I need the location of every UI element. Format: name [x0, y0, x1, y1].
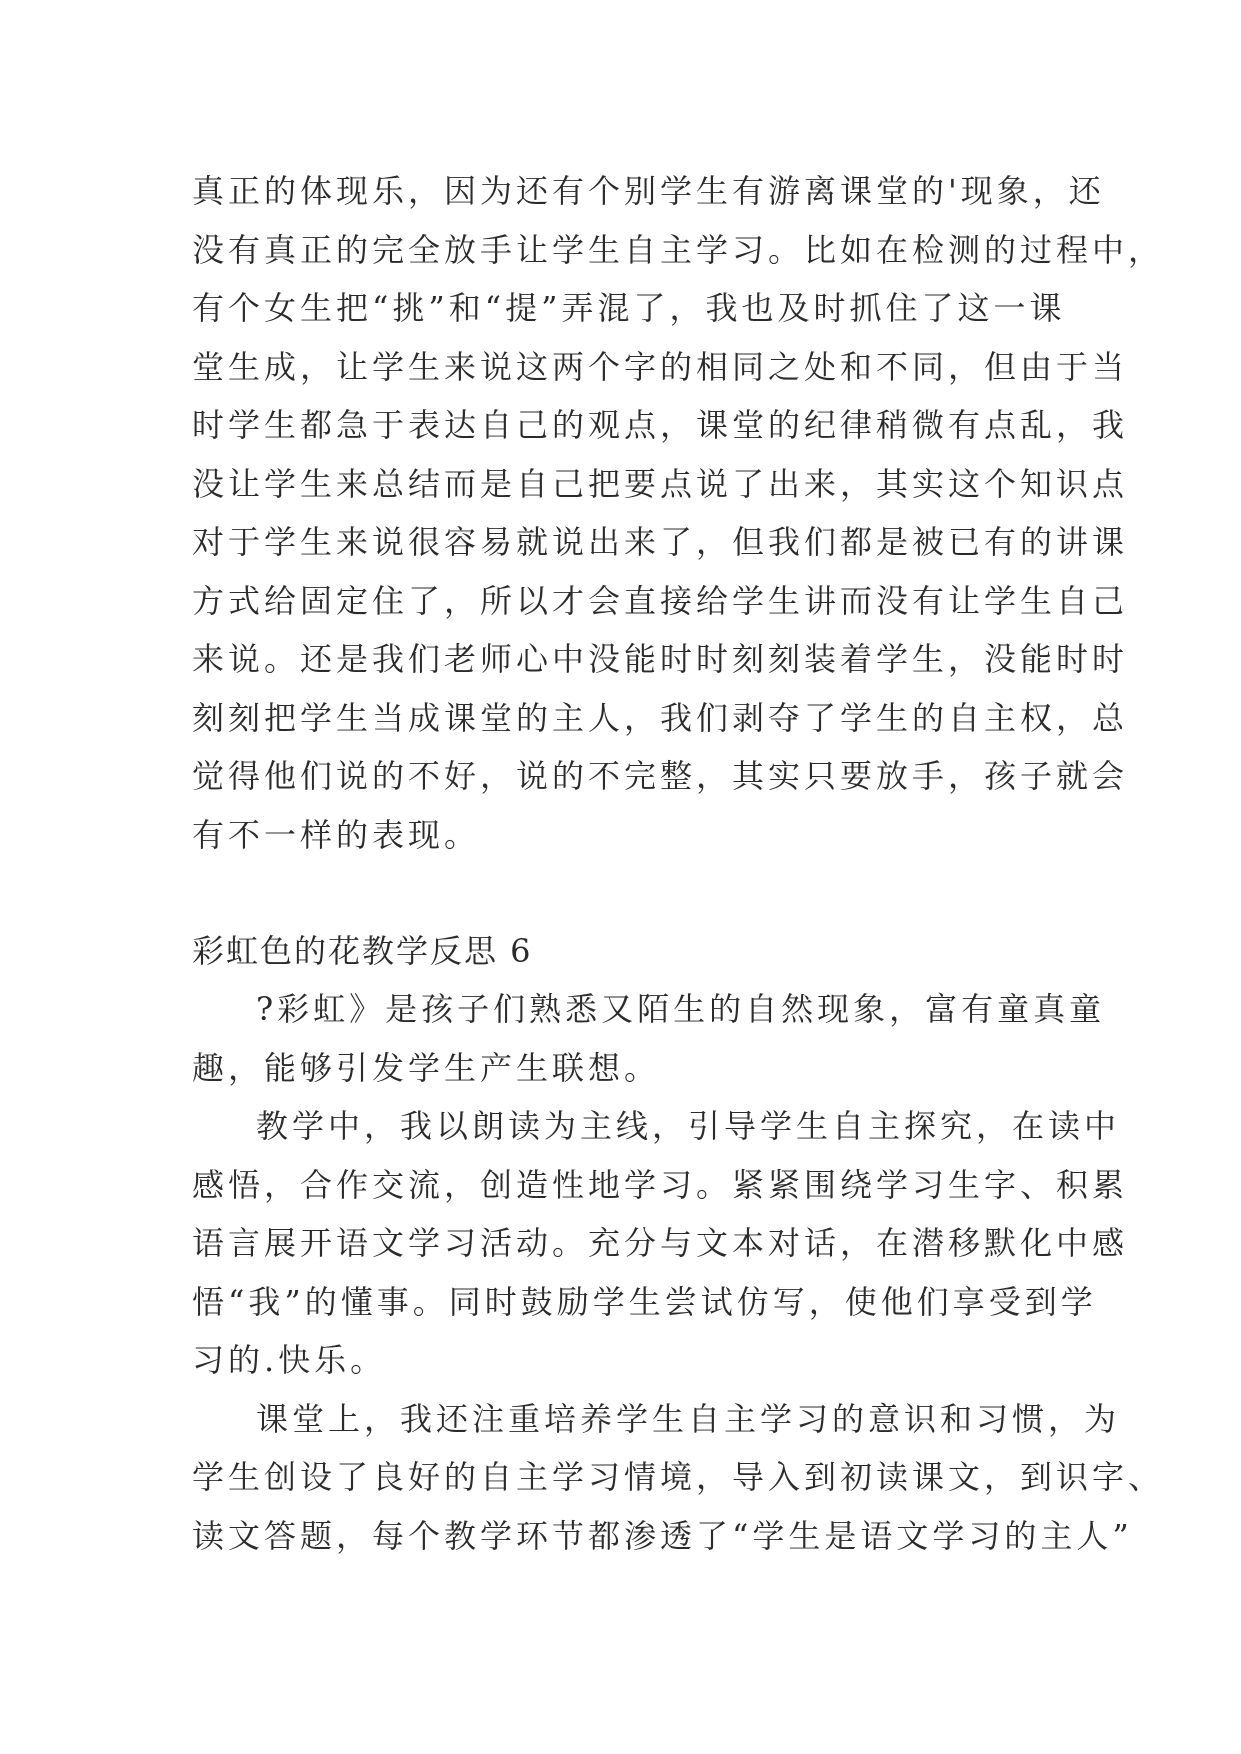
text-line: 对于学生来说很容易就说出来了，但我们都是被已有的讲课 [192, 523, 1129, 561]
text-line: 教学中，我以朗读为主线，引导学生自主探究，在读中 [256, 1107, 1121, 1145]
text-line: 学生创设了良好的自主学习情境，导入到初读课文，到识字、 [192, 1458, 1165, 1496]
text-line: 趣，能够引发学生产生联想。 [192, 1048, 661, 1087]
text-line: 读文答题，每个教学环节都渗透了“学生是语文学习的主人” [192, 1516, 1133, 1555]
document-body [192, 162, 1165, 1565]
text-line: 有不一样的表现。 [192, 815, 481, 854]
paragraph-3 [192, 1390, 1165, 1566]
section-heading: 彩虹色的花教学反思 6 [192, 932, 533, 970]
paragraph-1 [192, 980, 1106, 1097]
paragraph-continued [192, 162, 1165, 864]
blank-line [192, 864, 1072, 922]
text-line: 感悟，合作交流，创造性地学习。紧紧围绕学习生字、积累 [192, 1165, 1129, 1204]
text-line: 觉得他们说的不好，说的不完整，其实只要放手，孩子就会 [192, 757, 1129, 795]
text-line: 语言展开语文学习活动。充分与文本对话，在潜移默化中感 [192, 1224, 1129, 1262]
text-line: ?彩虹》是孩子们熟悉又陌生的自然现象，富有童真童 [256, 990, 1106, 1028]
text-line: 真正的体现乐，因为还有个别学生有游离课堂的'现象，还 [192, 172, 1105, 210]
text-line: 堂生成，让学生来说这两个字的相同之处和不同，但由于当 [192, 347, 1129, 386]
text-line: 没让学生来总结而是自己把要点说了出来，其实这个知识点 [192, 464, 1129, 503]
text-line: 悟“我”的懂事。同时鼓励学生尝试仿写，使他们享受到学 [192, 1282, 1097, 1321]
text-line: 没有真正的完全放手让学生自主学习。比如在检测的过程中， [192, 230, 1165, 269]
text-line: 刻刻把学生当成课堂的主人，我们剥夺了学生的自主权，总 [192, 698, 1129, 737]
text-line: 课堂上，我还注重培养学生自主学习的意识和习惯，为 [256, 1399, 1121, 1438]
text-line: 时学生都急于表达自己的观点，课堂的纪律稍微有点乱，我 [192, 406, 1129, 444]
text-line: 有个女生把“挑”和“提”弄混了，我也及时抓住了这一课 [192, 289, 1066, 327]
paragraph-2 [192, 1097, 1129, 1390]
text-line: 习的.快乐。 [192, 1341, 387, 1379]
text-line: 来说。还是我们老师心中没能时时刻刻装着学生，没能时时 [192, 640, 1129, 678]
text-line: 方式给固定住了，所以才会直接给学生讲而没有让学生自己 [192, 581, 1129, 620]
